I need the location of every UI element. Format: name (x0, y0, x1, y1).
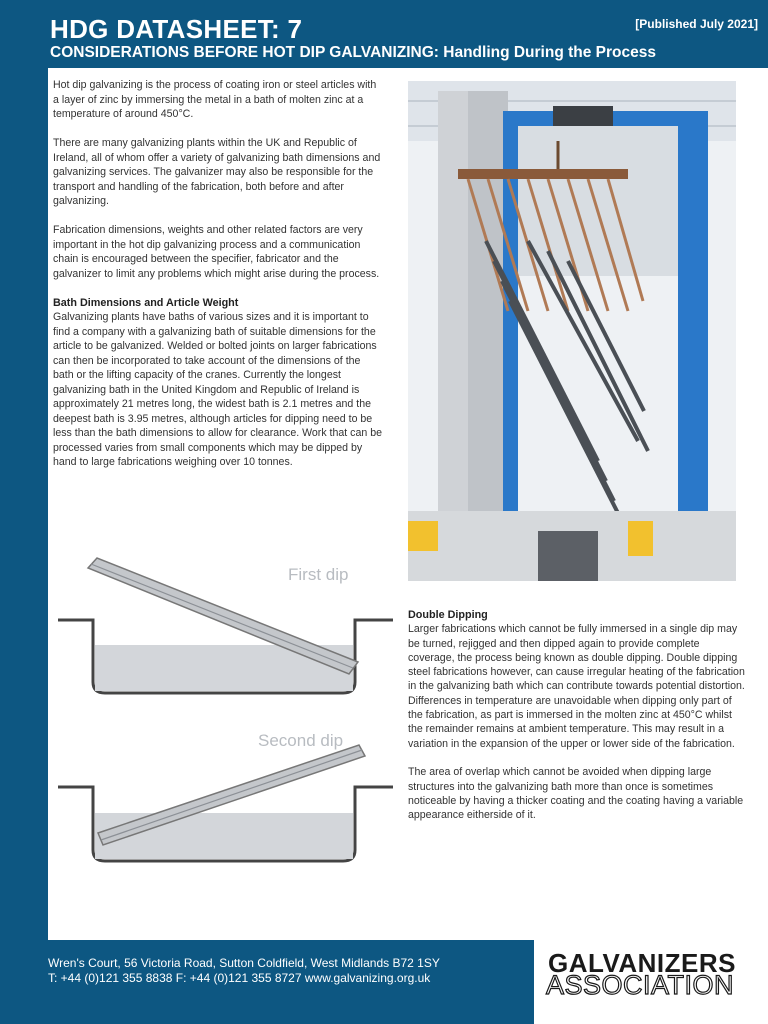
bath-dimensions-heading: Bath Dimensions and Article Weight (53, 296, 239, 309)
contact-line: T: +44 (0)121 355 8838 F: +44 (0)121 355 8727 www.galvanizing.org.uk (48, 971, 431, 985)
double-dip-diagram (53, 550, 393, 930)
intro-paragraph-3: Fabrication dimensions, weights and other related factors are very important in the hot dip galvanizing process and a communication chain is encouraged between the specifier, fabricator and the galvanizer to limit any problems which might arise during the process. (53, 224, 380, 280)
galvanizing-plant-photo (408, 81, 736, 581)
logo-word-galvanizers: GALVANIZERS (548, 948, 736, 978)
subtitle-rest: Handling During the Process (438, 44, 656, 61)
double-dip-illustration (53, 550, 393, 930)
datasheet-title: HDG DATASHEET: 7 (50, 14, 303, 44)
plant-illustration (408, 81, 736, 581)
double-dipping-heading: Double Dipping (408, 609, 488, 621)
second-dip-label: Second dip (258, 731, 344, 750)
first-dip-label: First dip (288, 565, 349, 584)
intro-paragraph-2: There are many galvanizing plants within the UK and Republic of Ireland, all of whom offer a variety of galvanizing bath dimensions and galvanizing services. The galvanizer may also be responsible for the transport and handling of the fabrication, both before and after galvanizing. (53, 137, 381, 207)
right-column (408, 608, 748, 837)
double-dipping-paragraph-1: Larger fabrications which cannot be fully immersed in a single dip may be turned, rejigged and then dipped again to provide complete coverage, the process being known as double dipping. Double dipping steel fabrications however, can cause irregular heating of the fabrication in the galvanizing bath which can contribute towards potential distortion. Differences in temperature are unavoidable when dipping only part of the fabrication, as part is immersed in the molten zinc at 450°C whilst the remainder remains at ambient temperature. This may result in a variation in the expansion of the upper or lower side of the fabrication. (408, 623, 745, 750)
logo-word-association: ASSOCIATION (546, 970, 735, 1000)
intro-paragraph-1: Hot dip galvanizing is the process of coating iron or steel articles with a layer of zinc by immersing the metal in a bath of molten zinc at a temperature of around 450°C. (53, 79, 377, 120)
published-date: [Published July 2021] (635, 17, 758, 31)
bath-dimensions-body: Galvanizing plants have baths of various sizes and it is important to find a company with a galvanizing bath of suitable dimensions for the article to be galvanized. Welded or bolted joints on larger fabrications can then be incorporated to take account of the dimensions of the bath or the lifting capacity of the cranes. Currently the longest galvanizing bath in the United Kingdom and Republic of Ireland is approximately 21 metres long, the widest bath is 2.1 metres and the deepest bath is 3.95 metres, although articles for dipping need to be less than the bath dimensions to allow for clearance. Work that can be processed varies from small components which may be dipped by hand to large fabrications weighing over 10 tonnes. (53, 311, 382, 468)
footer-band (0, 940, 768, 1024)
header-band (0, 0, 768, 68)
datasheet-subtitle (50, 44, 656, 62)
subtitle-main: CONSIDERATIONS BEFORE HOT DIP GALVANIZING: (50, 44, 439, 61)
address-line: Wren's Court, 56 Victoria Road, Sutton Coldfield, West Midlands B72 1SY (48, 956, 440, 970)
double-dipping-paragraph-2: The area of overlap which cannot be avoided when dipping large structures into the galvanizing bath more than once is sometimes noticeable by having a thicker coating and the coating having a variable appearance eitherside of it. (408, 766, 744, 822)
galvanizers-association-logo (534, 940, 768, 1024)
contact-block (48, 956, 440, 986)
content-page (48, 68, 768, 940)
left-column (53, 78, 383, 484)
